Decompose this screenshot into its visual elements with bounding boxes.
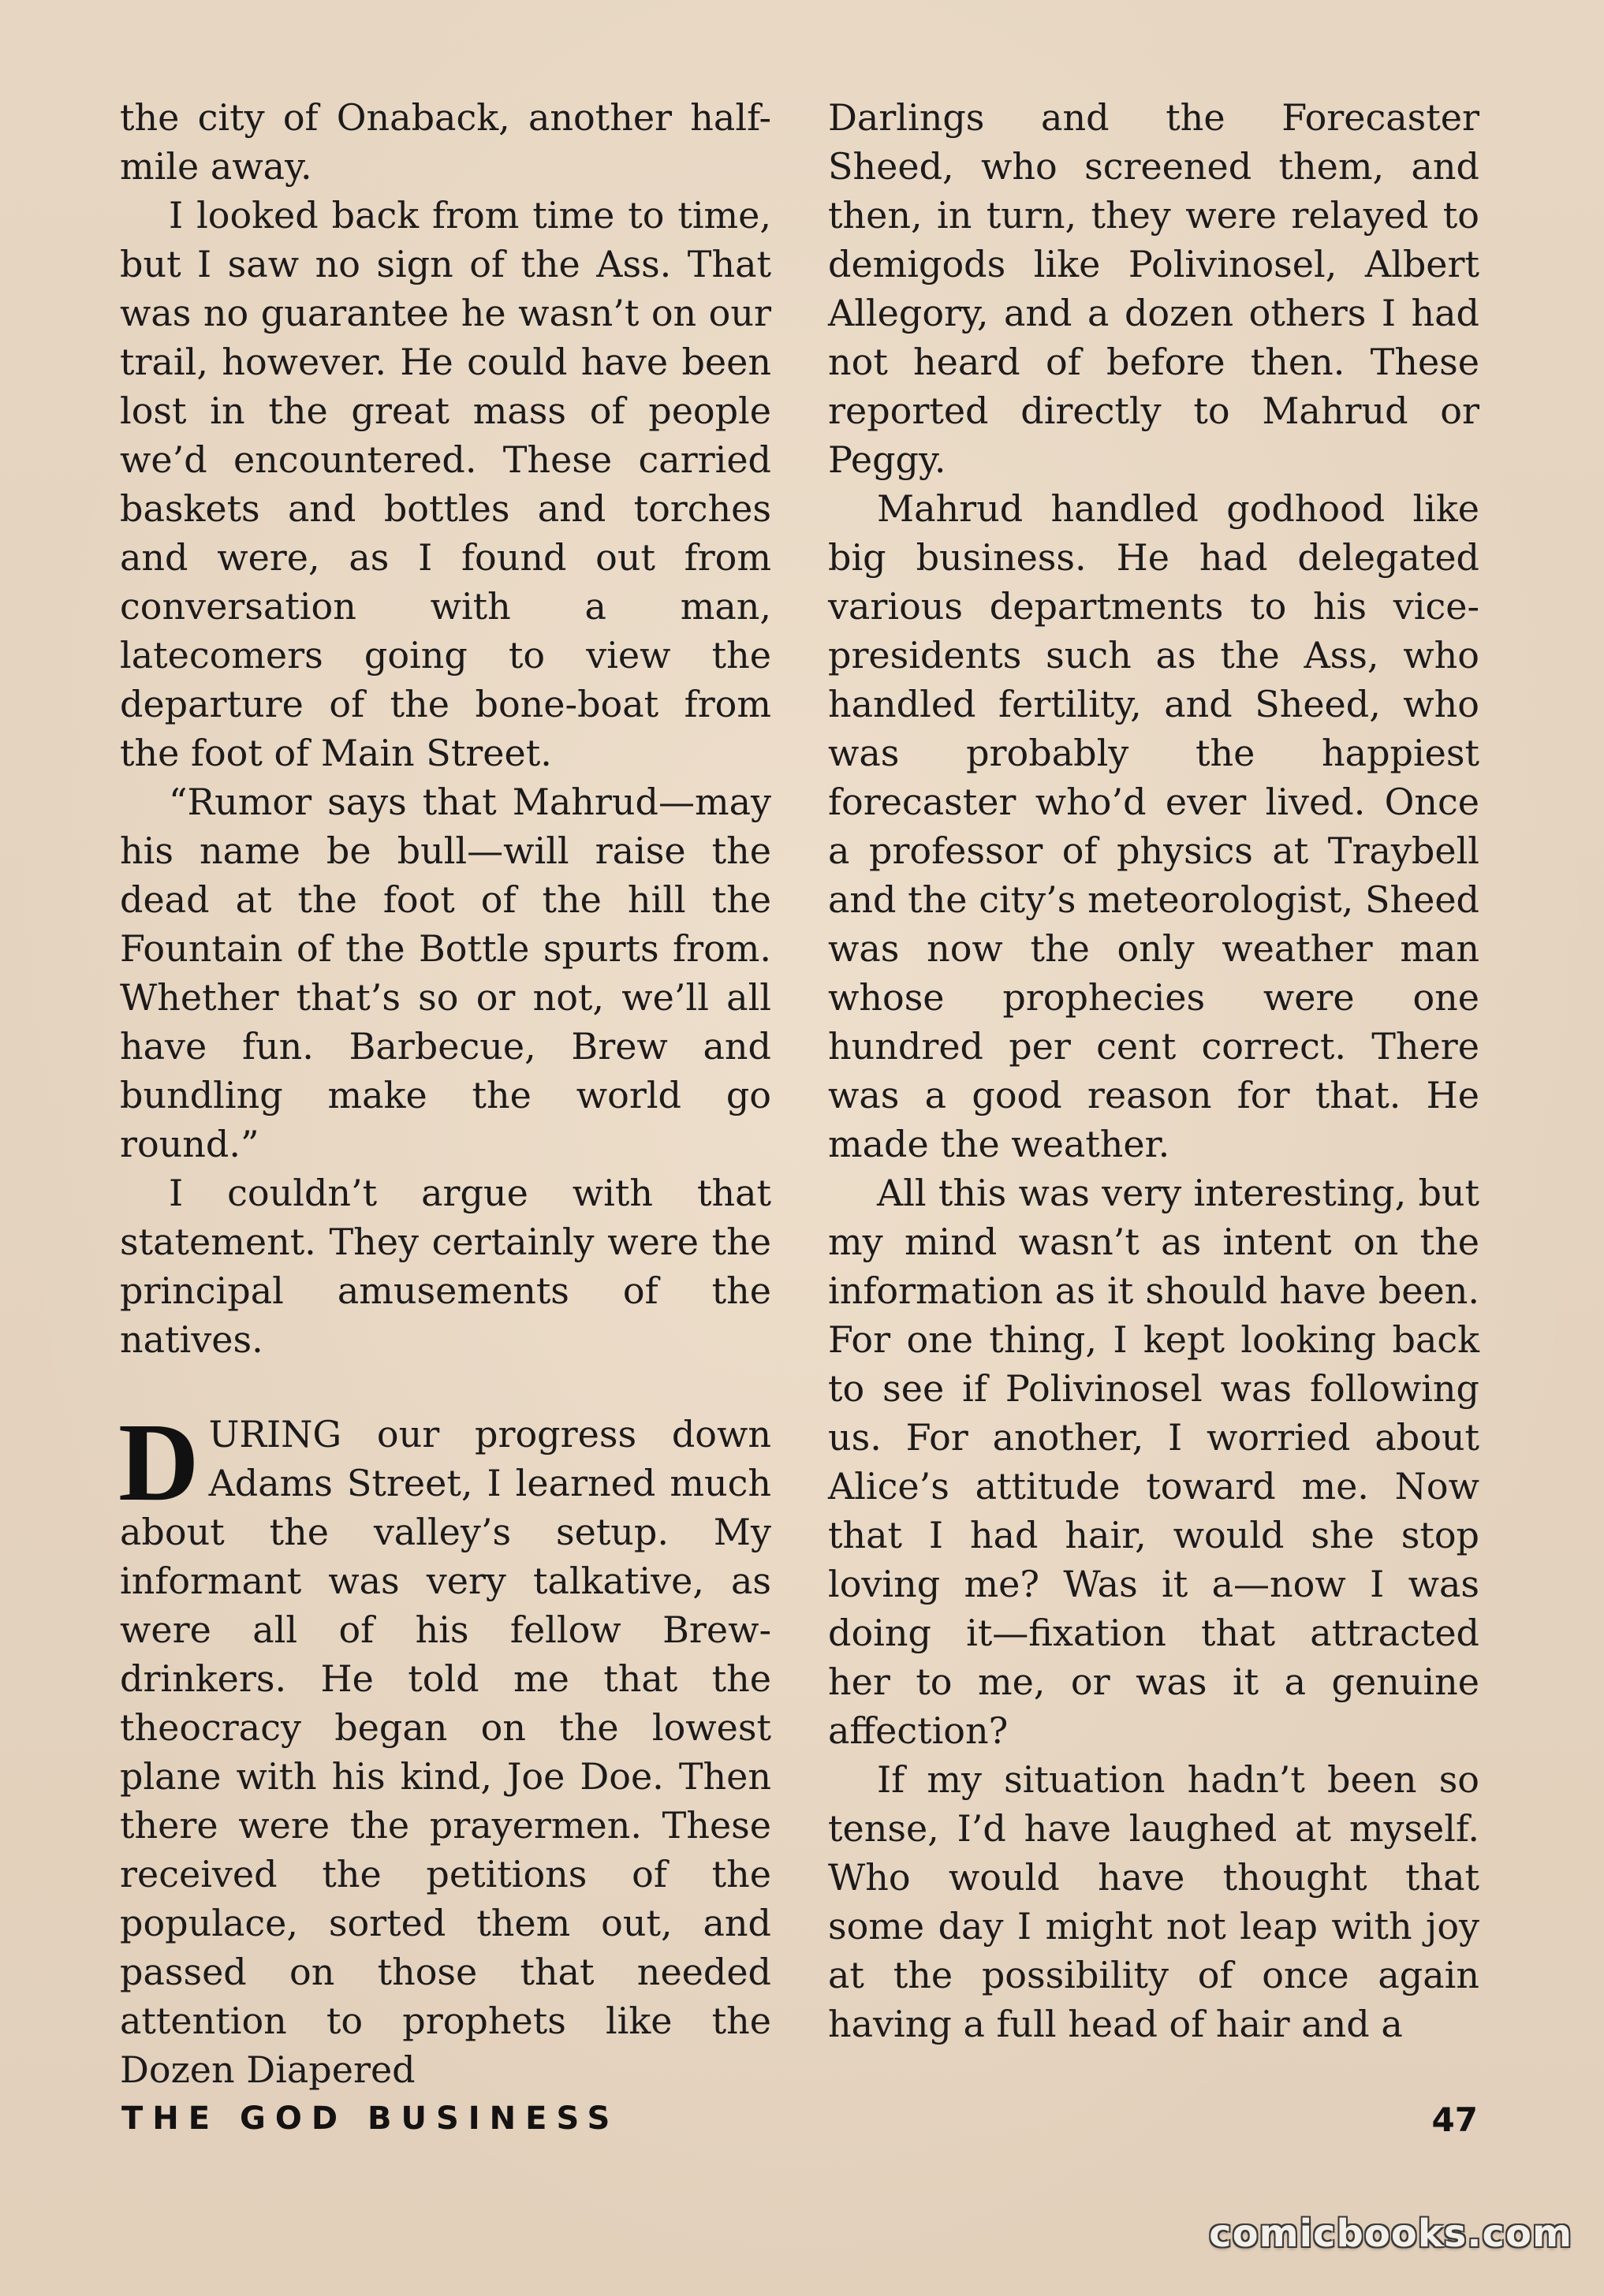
paragraph: I looked back from time to time, but I saw no sign of the Ass. That was no guarantee he wasn’t on our trail, however. He could have been lost in the great mass of people we’d encountered. These carried baskets and bottles and torches and were, as I found out from conversation with a man, latecomers going to view the departure of the bone-boat from the foot of Main Street.	[120, 194, 771, 774]
paragraph: “Rumor says that Mahrud—may his name be bull—will raise the dead at the foot of the hill the Fountain of the Bottle spurts from. Whether that’s so or not, we’ll all have fun. Barbecue, Brew and bundling make the world go round.”	[120, 781, 771, 1165]
running-title: THE GOD BUSINESS	[121, 2100, 620, 2137]
paragraph: the city of Onaback, another half-mile away.	[120, 96, 771, 188]
drop-cap: D	[118, 1400, 200, 1524]
paragraph: If my situation hadn’t been so tense, I’d have laughed at myself. Who would have thought that some day I might not leap with joy at the possibility of once again having a full head of hair and a	[828, 1758, 1479, 2045]
watermark: comicbooks.com	[1209, 2212, 1572, 2256]
right-column	[828, 93, 1479, 2048]
paragraph: Darlings and the Forecaster Sheed, who screened them, and then, in turn, they were relayed to demigods like Polivinosel, Albert Allegory, and a dozen others I had not heard of before then. These reported directly to Mahrud or Peggy.	[828, 96, 1479, 481]
paragraph: Mahrud handled godhood like big business. He had delegated various departments to his vice-presidents such as the Ass, who handled fertility, and Sheed, who was probably the happiest forecaster who’d ever lived. Once a professor of physics at Traybell and the city’s meteorologist, Sheed was now the only weather man whose prophecies were one hundred per cent correct. There was a good reason for that. He made the weather.	[828, 487, 1479, 1165]
paragraph-with-dropcap	[118, 1400, 771, 2094]
paragraph: All this was very interesting, but my mind wasn’t as intent on the information as it should have been. For one thing, I kept looking back to see if Polivinosel was following us. For another, I worried about Alice’s attitude toward me. Now that I had hair, would she stop loving me? Was it a—now I was doing it—fixation that attracted her to me, or was it a genuine affection?	[828, 1172, 1479, 1752]
section-break	[120, 1364, 771, 1410]
paragraph: I couldn’t argue with that statement. They certainly were the principal amusements of the natives.	[120, 1172, 771, 1361]
paragraph-text: URING our progress down Adams Street, I learned much about the valley’s setup. My informant was very talkative, as were all of his fellow Brew-drinkers. He told me that the theocracy began on the lowest plane with his kind, Joe Doe. Then there were the prayermen. These received the petitions of the populace, sorted them out, and passed on those that needed attention to prophets like the Dozen Diapered	[120, 1413, 771, 2091]
page-footer	[121, 2100, 1478, 2148]
left-column	[120, 93, 771, 2094]
page-number: 47	[1431, 2100, 1478, 2139]
